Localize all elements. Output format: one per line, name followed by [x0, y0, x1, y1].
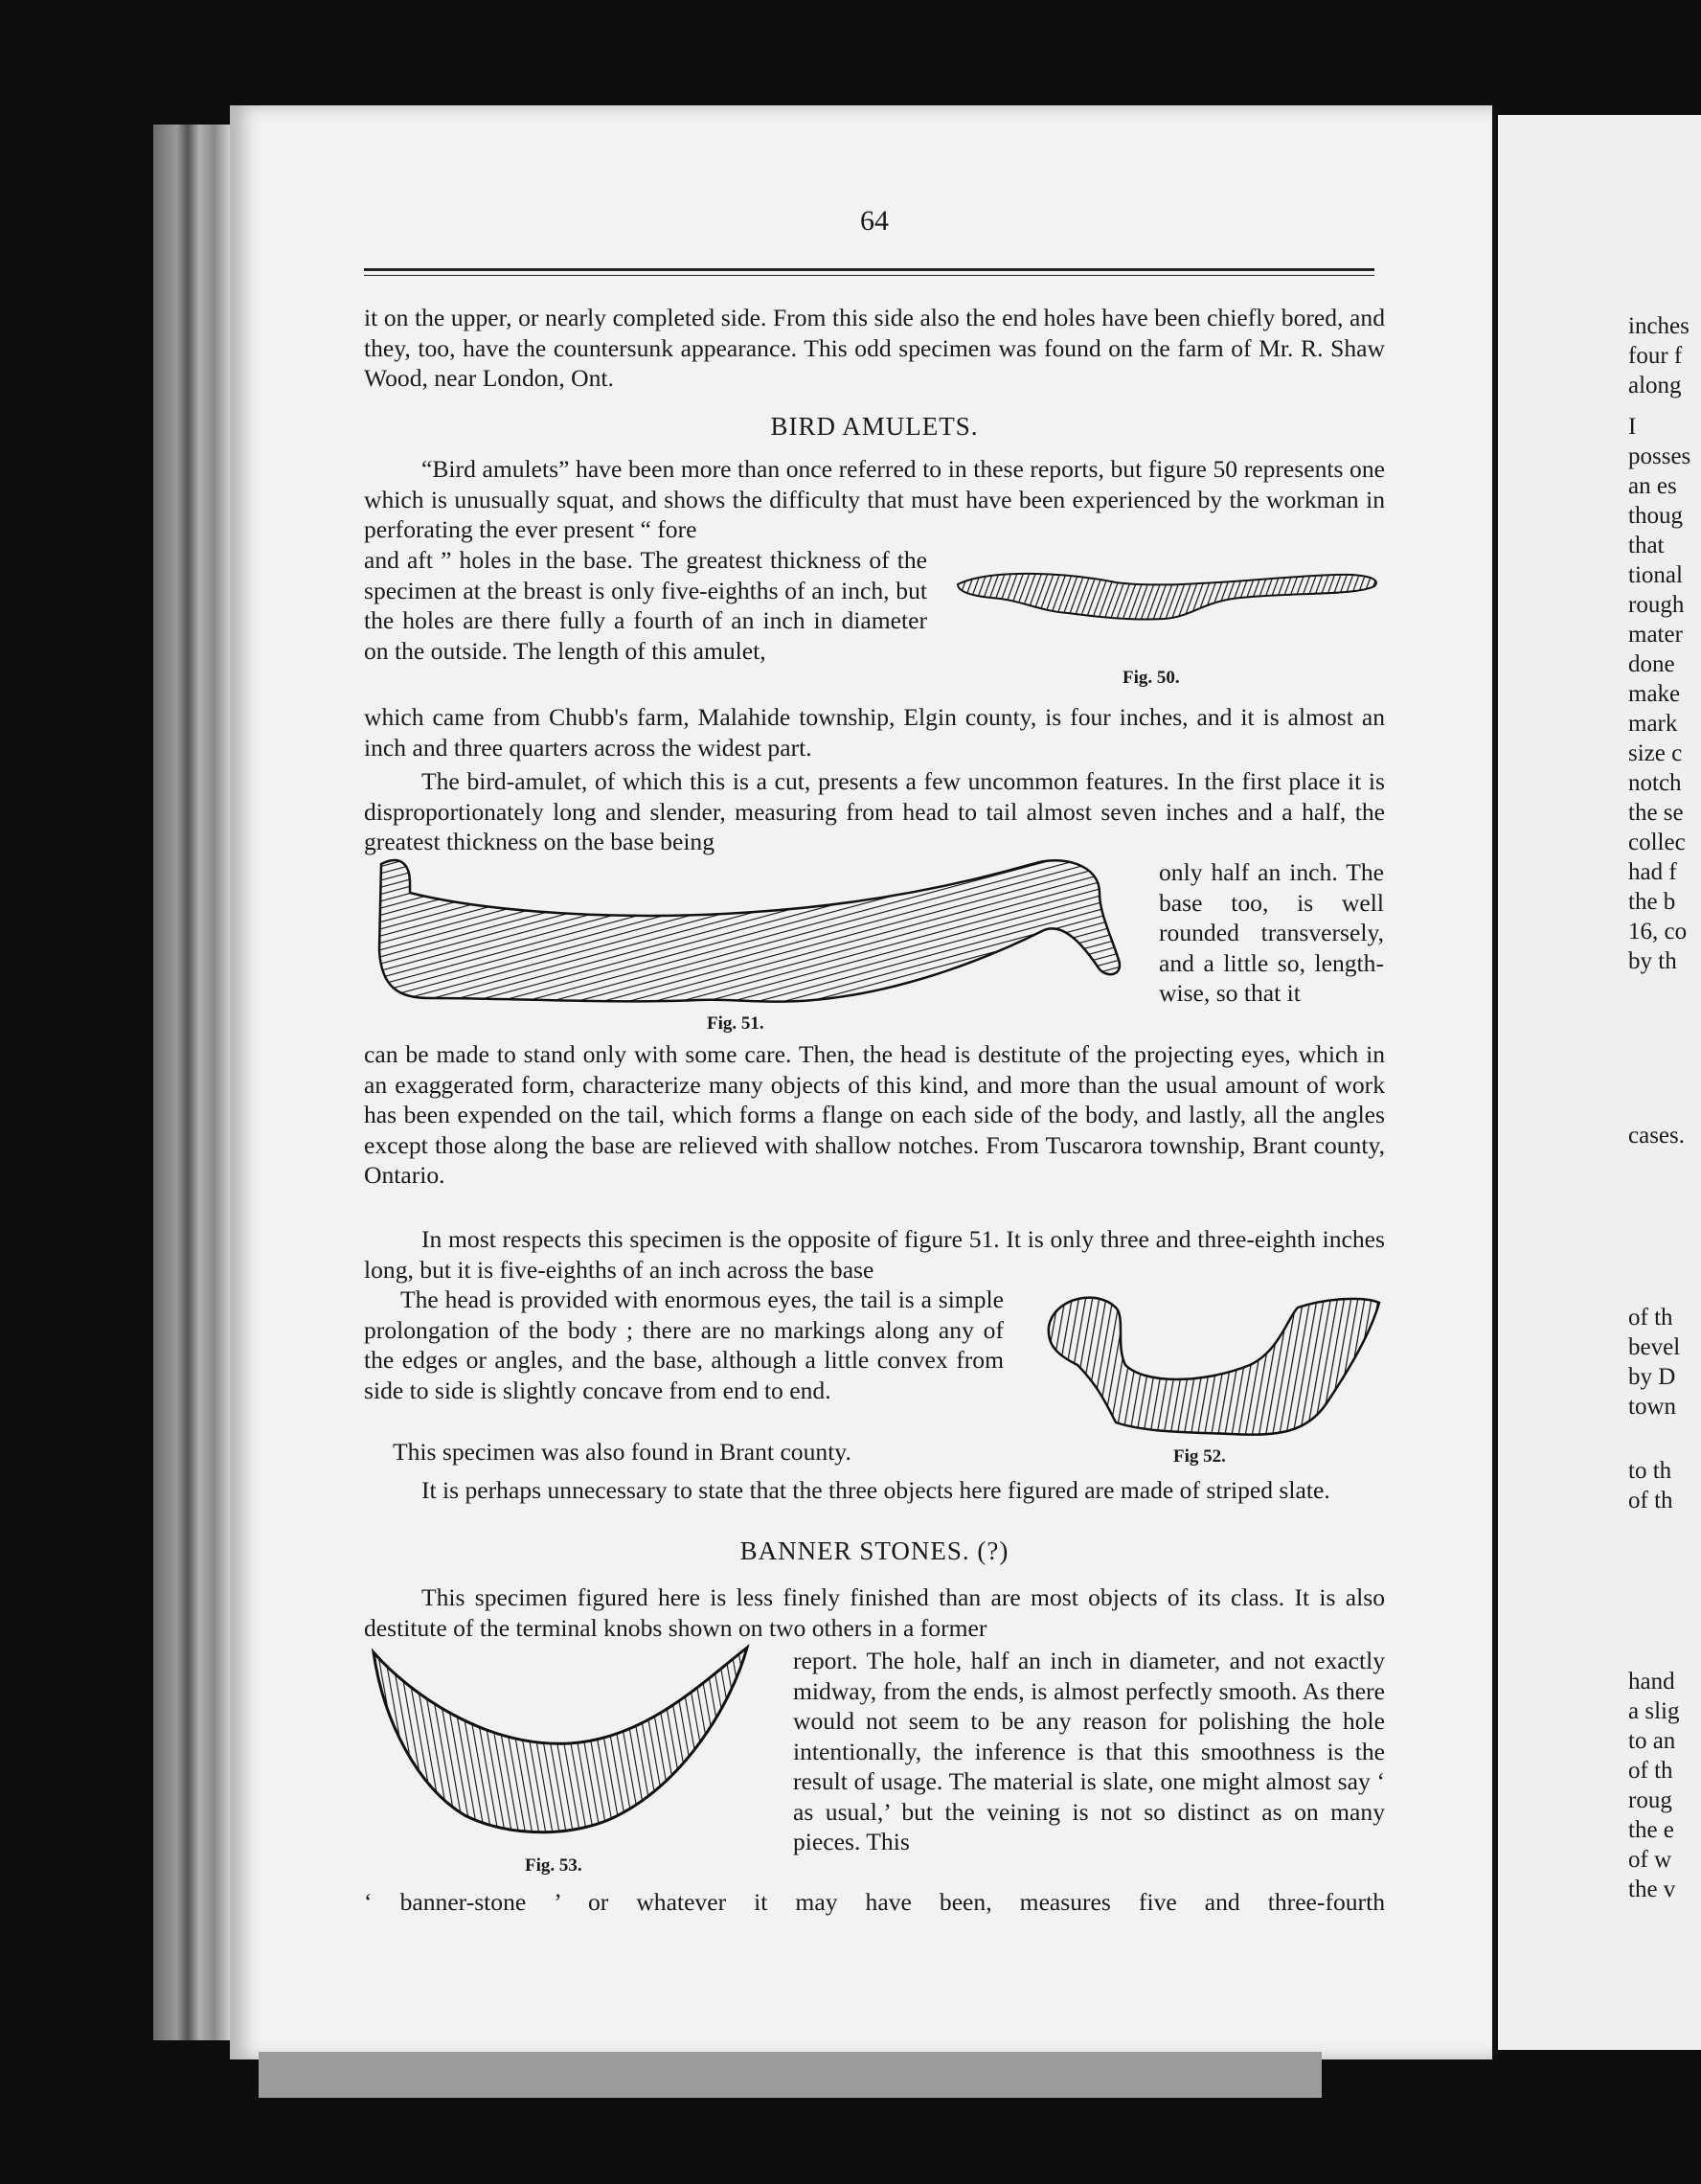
facing-page-fragment: the e [1628, 1817, 1674, 1843]
facing-page-fragment: four f [1628, 343, 1683, 369]
section-heading-banner-stones: BANNER STONES. (?) [739, 1536, 1009, 1565]
bird-amulets-para-3-wrap: The head is provided with enormous eyes, the tail is a simple prolongation of the body ; there are no markings along any of the edges or angles, and the base, although a little convex from side to side is slightly concave from end to end. [364, 1285, 1004, 1404]
para-text: The bird-amulet, of which this is a cut, presents a few uncommon features. In the first place it is disproportionately long and slender, measuring from head to tail almost seven inches and a half, the greatest thickness on the base being [364, 767, 1385, 855]
facing-page-fragment: posses [1628, 444, 1691, 469]
para-text: can be made to stand only with some care. Then, the head is destitute of the projecting eyes, which in an exaggerated form, characterize many objects of this kind, and more than the usual amount of work has been expended on the tail, which forms a flange on each side of the body, and lastly, all the angles except those along the base are relieved with shallow notches. From Tuscarora township, Brant county, Ontario. [364, 1040, 1385, 1189]
para-text: “Bird amulets” have been more than once referred to in these reports, but figure 50 represents one which is unusually squat, and shows the difficulty that must have been experienced by the workman in perforating the ever present “ fore [364, 455, 1385, 543]
facing-page-fragment: to th [1628, 1458, 1672, 1484]
facing-page-fragment: hand [1628, 1669, 1675, 1695]
bird-amulets-para-1 [364, 454, 1385, 545]
para-text: In most respects this specimen is the opposite of figure 51. It is only three and three-eighth inches long, but it is five-eighths of an inch across the base [364, 1225, 1385, 1284]
facing-page-fragment: by D [1628, 1364, 1676, 1390]
page-bottom-edge [259, 2052, 1322, 2098]
header-rule [364, 268, 1374, 271]
facing-page-fragment: 16, co [1628, 919, 1688, 944]
figure-50-bird-amulet [953, 563, 1384, 640]
para-text: It is perhaps unnecessary to state that the three objects here figured are made of striped slate. [421, 1476, 1330, 1504]
bird-amulets-para-2-wrap: only half an inch. The base too, is well rounded transversely, and a little so, length-wise, so that it [1159, 858, 1384, 1007]
bird-amulets-para-1-end [364, 702, 1385, 762]
facing-page-fragment: an es [1628, 473, 1677, 499]
facing-page-fragment: of th [1628, 1488, 1673, 1513]
facing-page-fragment: along [1628, 373, 1682, 398]
facing-page-fragment: done [1628, 651, 1675, 677]
figure-53-caption: Fig. 53. [525, 1855, 582, 1876]
figure-51-caption: Fig. 51. [707, 1013, 764, 1034]
book-page-edges [153, 125, 230, 2040]
facing-page-fragment: by th [1628, 948, 1677, 974]
facing-page-fragment: collec [1628, 830, 1686, 855]
facing-page-fragment: to an [1628, 1728, 1676, 1754]
bird-amulets-para-5 [364, 1475, 1385, 1506]
facing-page-fragment: the v [1628, 1877, 1676, 1902]
facing-page-fragment: of th [1628, 1758, 1673, 1784]
facing-page-fragment: tional [1628, 562, 1683, 588]
facing-page-fragment: the se [1628, 800, 1684, 826]
bird-amulets-para-4: This specimen was also found in Brant county. [393, 1438, 851, 1466]
facing-page-fragment: that [1628, 533, 1665, 558]
bird-amulets-para-2 [364, 766, 1385, 857]
facing-page-fragment: mark [1628, 711, 1678, 737]
facing-page-fragment: of th [1628, 1305, 1673, 1331]
figure-50-caption: Fig. 50. [1123, 668, 1180, 688]
facing-page-fragment: a slig [1628, 1698, 1680, 1724]
bird-amulets-para-3 [364, 1224, 1385, 1285]
facing-page-fragment: rough [1628, 592, 1685, 618]
facing-page-fragment: mater [1628, 622, 1683, 648]
section-heading-bird-amulets: BIRD AMULETS. [770, 412, 979, 441]
banner-stones-para-1 [364, 1582, 1385, 1643]
header-rule-thin [364, 275, 1374, 276]
bird-amulets-para-1-wrap: and aft ” holes in the base. The greatest thickness of the specimen at the breast is only five-eighths of an inch, but the holes are there fully a fourth of an inch in diameter on the outside. The length of this amulet, [364, 546, 927, 665]
facing-page-fragment: make [1628, 681, 1681, 707]
facing-page-fragment: cases. [1628, 1123, 1685, 1149]
facing-page-fragment: inches [1628, 313, 1690, 339]
figure-52-bird-amulet [1039, 1288, 1384, 1442]
facing-page-fragment: bevel [1628, 1334, 1681, 1360]
facing-page-fragment: I [1628, 414, 1637, 440]
facing-page-fragment: roug [1628, 1787, 1672, 1813]
facing-page-fragment: had f [1628, 859, 1677, 885]
facing-page-fragment: size c [1628, 740, 1683, 766]
facing-page-fragment: notch [1628, 770, 1682, 796]
bird-amulets-para-2-end [364, 1039, 1385, 1191]
figure-51-bird-amulet [372, 854, 1128, 1017]
facing-page-fragment: town [1628, 1394, 1676, 1420]
para-text: which came from Chubb's farm, Malahide township, Elgin county, is four inches, and it is almost an inch and three quarters across the widest part. [364, 703, 1385, 762]
page-number: 64 [860, 205, 889, 237]
figure-52-caption: Fig 52. [1173, 1446, 1226, 1467]
facing-page-fragment: thoug [1628, 503, 1683, 529]
facing-page-fragment: of w [1628, 1847, 1672, 1873]
para-text: This specimen figured here is less finely finished than are most objects of its class. It is also destitute of the terminal knobs shown on two others in a former [364, 1583, 1385, 1642]
figure-53-banner-stone [369, 1643, 752, 1844]
banner-stones-para-1-wrap: report. The hole, half an inch in diameter, and not exactly midway, from the ends, is almost perfectly smooth. As there would not seem to be any reason for polishing the hole intentionally, the inference is that this smoothness is the result of usage. The material is slate, one might almost say ‘ as usual,’ but the veining is not so distinct as on many pieces. This [793, 1647, 1385, 1855]
intro-text: it on the upper, or nearly completed side. From this side also the end holes have been chiefly bored, and they, too, have the countersunk appearance. This odd specimen was found on the farm of Mr. R. Shaw Wood, near London, Ont. [364, 304, 1385, 392]
facing-page-fragment: the b [1628, 889, 1676, 915]
intro-paragraph [364, 303, 1385, 394]
banner-stones-last-line: ‘ banner-stone ’ or whatever it may have been, measures five and three-fourth [364, 1888, 1385, 1916]
